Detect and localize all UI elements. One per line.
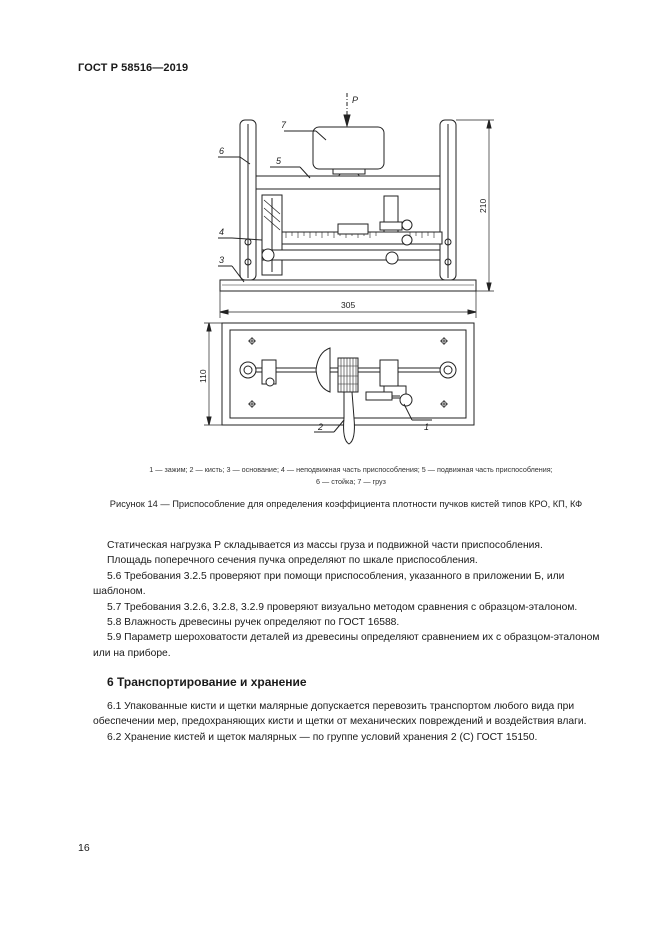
callout-2: 2 bbox=[318, 422, 324, 432]
paragraph: 5.8 Влажность древесины ручек определяют по ГОСТ 16588. bbox=[107, 617, 400, 629]
paragraph: 6.2 Хранение кистей и щеток малярных — по группе условий хранения 2 (С) ГОСТ 15150. bbox=[107, 731, 538, 743]
dimension-110: 110 bbox=[198, 369, 208, 383]
paragraphs-block bbox=[93, 538, 613, 661]
paragraph: 5.9 Параметр шероховатости деталей из древесины определяют сравнением их с образцом-эталоном или на приборе. bbox=[93, 632, 600, 659]
callout-3: 3 bbox=[219, 255, 225, 265]
callout-7: 7 bbox=[281, 120, 287, 130]
page-number: 16 bbox=[78, 842, 90, 854]
figure-legend bbox=[96, 464, 606, 488]
callout-5: 5 bbox=[276, 156, 282, 166]
callout-1: 1 bbox=[424, 422, 430, 432]
label-force-p: P bbox=[352, 95, 359, 105]
paragraph: Статическая нагрузка Р складывается из массы груза и подвижной части приспособления. bbox=[107, 540, 543, 551]
callout-6: 6 bbox=[219, 146, 225, 156]
dimension-210: 210 bbox=[478, 198, 488, 213]
document-header: ГОСТ Р 58516—2019 bbox=[78, 62, 189, 74]
figure-caption: Рисунок 14 — Приспособление для определения коэффициента плотности пучков кистей типов КРО, КП, КФ bbox=[109, 499, 583, 509]
paragraph: 6.1 Упакованные кисти и щетки малярные допускается перевозить транспортом любого вида при обеспечении мер, предохраняющих кисти и щетки от механических повреждений и воздействия влаги. bbox=[93, 701, 587, 728]
legend-line-2: 6 — стойка; 7 — груз bbox=[316, 477, 386, 486]
callout-4: 4 bbox=[219, 227, 225, 237]
section-title: 6 Транспортирование и хранение bbox=[107, 675, 307, 689]
dimension-305: 305 bbox=[341, 300, 356, 310]
paragraph: 5.7 Требования 3.2.6, 3.2.8, 3.2.9 проверяют визуально методом сравнения с образцом-эталоном. bbox=[107, 601, 578, 613]
legend-line-1: 1 — зажим; 2 — кисть; 3 — основание; 4 — неподвижная часть приспособления; 5 — подвижная часть приспособления; bbox=[149, 465, 553, 474]
section-paragraphs-block bbox=[93, 699, 613, 745]
paragraph: Площадь поперечного сечения пучка определяют по шкале приспособления. bbox=[107, 555, 478, 567]
paragraph: 5.6 Требования 3.2.5 проверяют при помощи приспособления, указанного в приложении Б, или шаблоном. bbox=[93, 570, 565, 598]
